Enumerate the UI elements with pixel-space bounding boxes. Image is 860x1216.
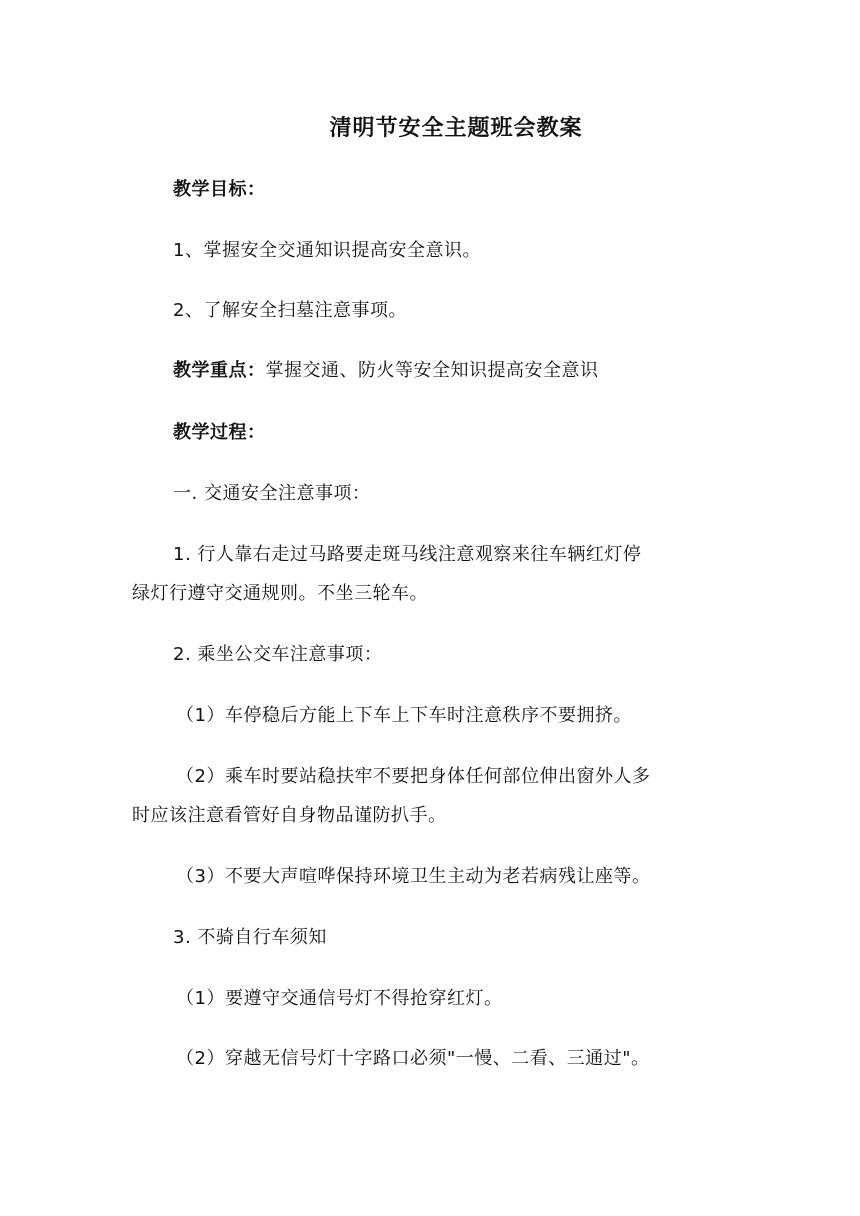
objective-1: 1、掌握安全交通知识提高安全意识。 [173, 240, 481, 261]
item-3-sub-2: （2）穿越无信号灯十字路口必须"一慢、二看、三通过"。 [176, 1048, 650, 1069]
key-points [173, 356, 599, 386]
item-2-sub-2-line-1: （2）乘车时要站稳扶牢不要把身体任何部位伸出窗外人多 [176, 766, 651, 787]
item-2-sub-2-line-2: 时应该注意看管好自身物品谨防扒手。 [132, 805, 447, 826]
item-2-heading: 2. 乘坐公交车注意事项： [173, 644, 383, 665]
item-1-line-1: 1. 行人靠右走过马路要走斑马线注意观察来往车辆红灯停 [173, 544, 642, 565]
process-heading: 教学过程： [173, 422, 266, 443]
document-title: 清明节安全主题班会教案 [329, 115, 583, 141]
objectives-heading: 教学目标： [173, 179, 266, 200]
item-2-sub-3: （3）不要大声喧哗保持环境卫生主动为老若病残让座等。 [176, 866, 651, 887]
item-3-sub-1: （1）要遵守交通信号灯不得抢穿红灯。 [176, 988, 503, 1009]
objective-2: 2、了解安全扫墓注意事项。 [173, 300, 407, 321]
key-points-text: 掌握交通、防火等安全知识提高安全意识 [265, 360, 599, 381]
key-points-label: 教学重点： [173, 360, 266, 381]
section-1-heading: 一. 交通安全注意事项： [173, 483, 371, 504]
item-3-heading: 3. 不骑自行车须知 [173, 927, 327, 948]
item-1-line-2: 绿灯行遵守交通规则。不坐三轮车。 [132, 583, 428, 604]
item-2-sub-1: （1）车停稳后方能上下车上下车时注意秩序不要拥挤。 [176, 705, 632, 726]
